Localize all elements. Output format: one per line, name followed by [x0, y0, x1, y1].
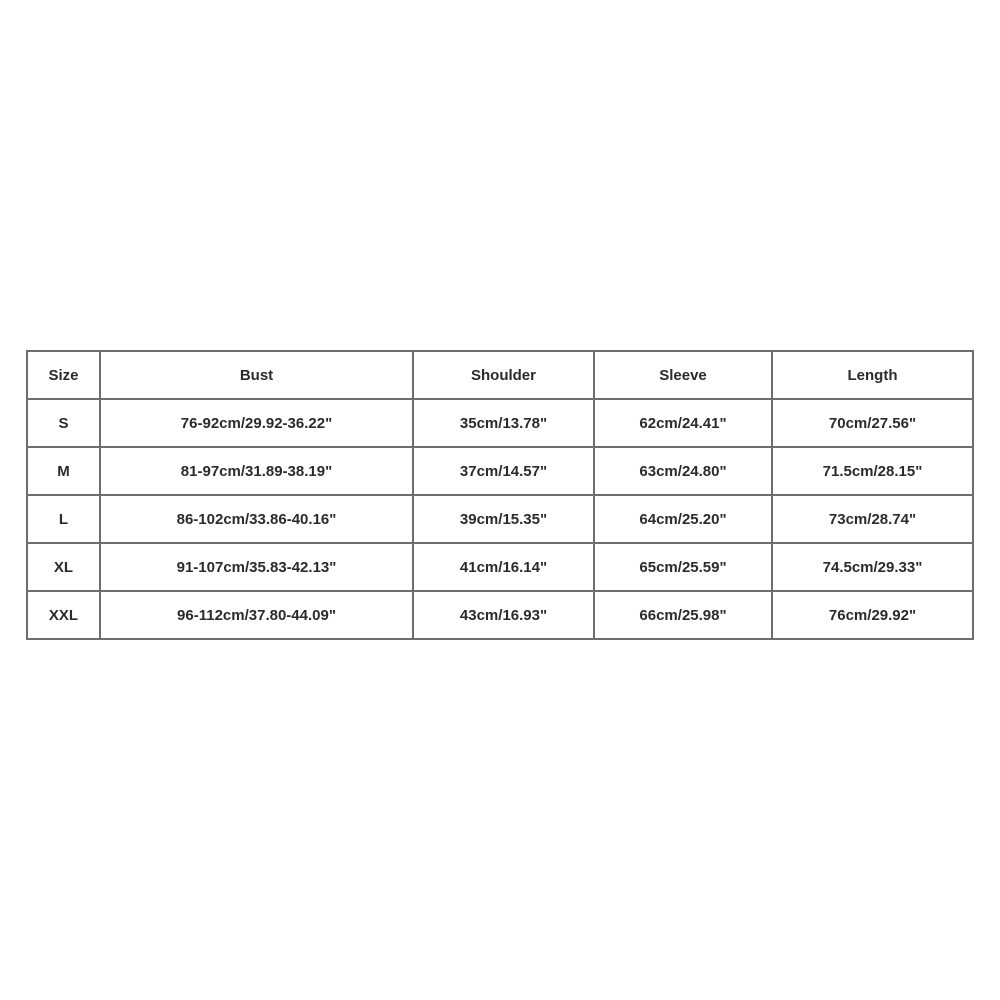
- cell-size-l: L: [27, 495, 100, 543]
- cell-sleeve-l: 64cm/25.20": [594, 495, 772, 543]
- table-row-m: [27, 447, 973, 495]
- col-header-size: Size: [27, 351, 100, 399]
- cell-shoulder-m: 37cm/14.57": [413, 447, 594, 495]
- size-chart-container: [26, 350, 974, 640]
- table-row-xxl: [27, 591, 973, 639]
- cell-size-m: M: [27, 447, 100, 495]
- cell-bust-xl: 91-107cm/35.83-42.13": [100, 543, 413, 591]
- cell-sleeve-s: 62cm/24.41": [594, 399, 772, 447]
- col-header-length: Length: [772, 351, 973, 399]
- cell-bust-xxl: 96-112cm/37.80-44.09": [100, 591, 413, 639]
- table-row-l: [27, 495, 973, 543]
- cell-shoulder-s: 35cm/13.78": [413, 399, 594, 447]
- cell-size-xl: XL: [27, 543, 100, 591]
- cell-sleeve-m: 63cm/24.80": [594, 447, 772, 495]
- cell-bust-m: 81-97cm/31.89-38.19": [100, 447, 413, 495]
- col-header-shoulder: Shoulder: [413, 351, 594, 399]
- cell-length-l: 73cm/28.74": [772, 495, 973, 543]
- cell-length-m: 71.5cm/28.15": [772, 447, 973, 495]
- table-row-xl: [27, 543, 973, 591]
- table-row-s: [27, 399, 973, 447]
- cell-bust-s: 76-92cm/29.92-36.22": [100, 399, 413, 447]
- header-row: [27, 351, 973, 399]
- cell-sleeve-xxl: 66cm/25.98": [594, 591, 772, 639]
- cell-size-xxl: XXL: [27, 591, 100, 639]
- cell-shoulder-xl: 41cm/16.14": [413, 543, 594, 591]
- col-header-bust: Bust: [100, 351, 413, 399]
- cell-length-xxl: 76cm/29.92": [772, 591, 973, 639]
- size-chart-table: [26, 350, 974, 640]
- cell-shoulder-xxl: 43cm/16.93": [413, 591, 594, 639]
- cell-size-s: S: [27, 399, 100, 447]
- col-header-sleeve: Sleeve: [594, 351, 772, 399]
- cell-shoulder-l: 39cm/15.35": [413, 495, 594, 543]
- cell-length-xl: 74.5cm/29.33": [772, 543, 973, 591]
- cell-sleeve-xl: 65cm/25.59": [594, 543, 772, 591]
- cell-bust-l: 86-102cm/33.86-40.16": [100, 495, 413, 543]
- cell-length-s: 70cm/27.56": [772, 399, 973, 447]
